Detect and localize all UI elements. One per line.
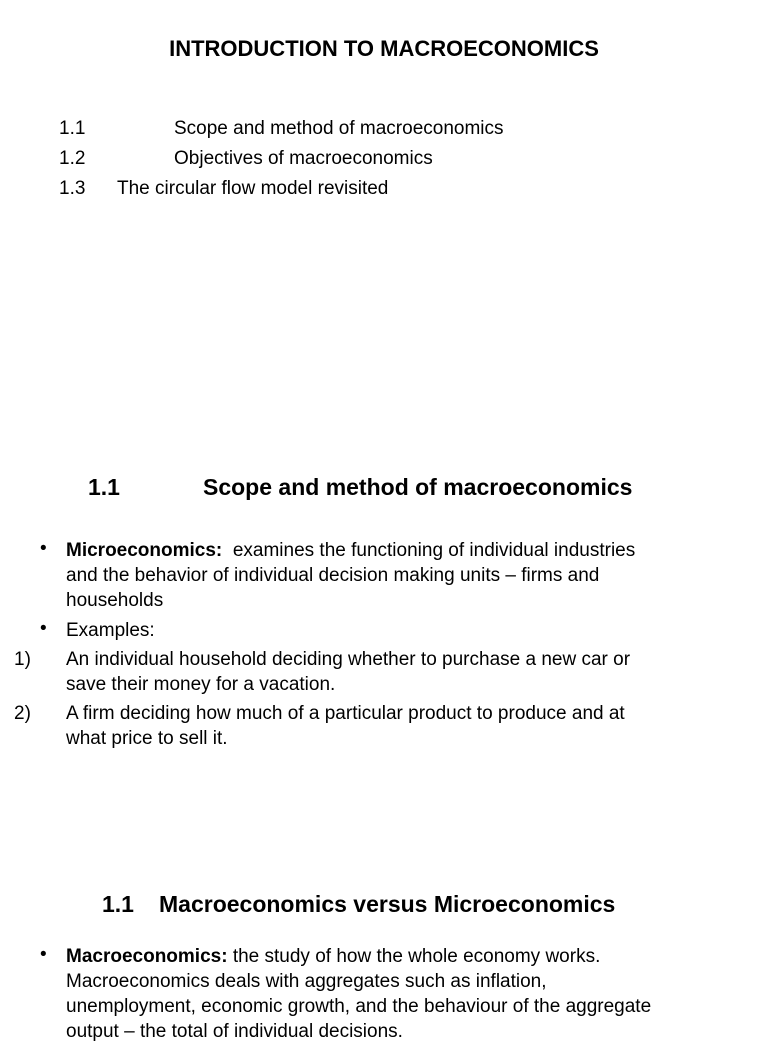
macro-definition-line: Macroeconomics deals with aggregates such as inflation, xyxy=(66,971,547,992)
toc-item-circular-flow: The circular flow model revisited xyxy=(117,178,389,199)
toc-item-objectives: Objectives of macroeconomics xyxy=(174,148,433,169)
toc-number: 1.3 xyxy=(59,178,86,199)
example-line: A firm deciding how much of a particular product to produce and at xyxy=(66,703,625,724)
bullet-marker: • xyxy=(40,944,47,965)
toc-number: 1.2 xyxy=(59,148,86,169)
example-line: save their money for a vacation. xyxy=(66,674,336,695)
section-number: 1.1 xyxy=(88,474,120,500)
example-line: what price to sell it. xyxy=(66,728,228,749)
section-heading: Macroeconomics versus Microeconomics xyxy=(159,891,616,917)
micro-definition-line: and the behavior of individual decision making units – firms and xyxy=(66,565,600,586)
section-number: 1.1 xyxy=(102,891,134,917)
section-heading: Scope and method of macroeconomics xyxy=(203,474,633,500)
macro-definition-line xyxy=(66,944,600,969)
micro-definition-text: examines the functioning of individual industries xyxy=(222,540,636,561)
example-line: An individual household deciding whether to purchase a new car or xyxy=(66,649,631,670)
page-title: INTRODUCTION TO MACROECONOMICS xyxy=(169,36,599,61)
list-number: 2) xyxy=(14,703,31,724)
micro-term: Microeconomics: xyxy=(66,540,223,561)
list-number: 1) xyxy=(14,649,31,670)
bullet-marker: • xyxy=(40,538,47,559)
macro-definition-line: output – the total of individual decisions. xyxy=(66,1021,403,1042)
toc-number: 1.1 xyxy=(59,118,86,139)
macro-definition-text: the study of how the whole economy works. xyxy=(227,946,601,967)
micro-definition-line: households xyxy=(66,590,164,611)
toc-item-scope-method: Scope and method of macroeconomics xyxy=(174,118,504,139)
micro-definition-line xyxy=(66,538,635,563)
macro-definition-line: unemployment, economic growth, and the behaviour of the aggregate xyxy=(66,996,652,1017)
macro-term: Macroeconomics: xyxy=(66,946,228,967)
bullet-marker: • xyxy=(40,618,47,639)
examples-label: Examples: xyxy=(66,620,155,641)
